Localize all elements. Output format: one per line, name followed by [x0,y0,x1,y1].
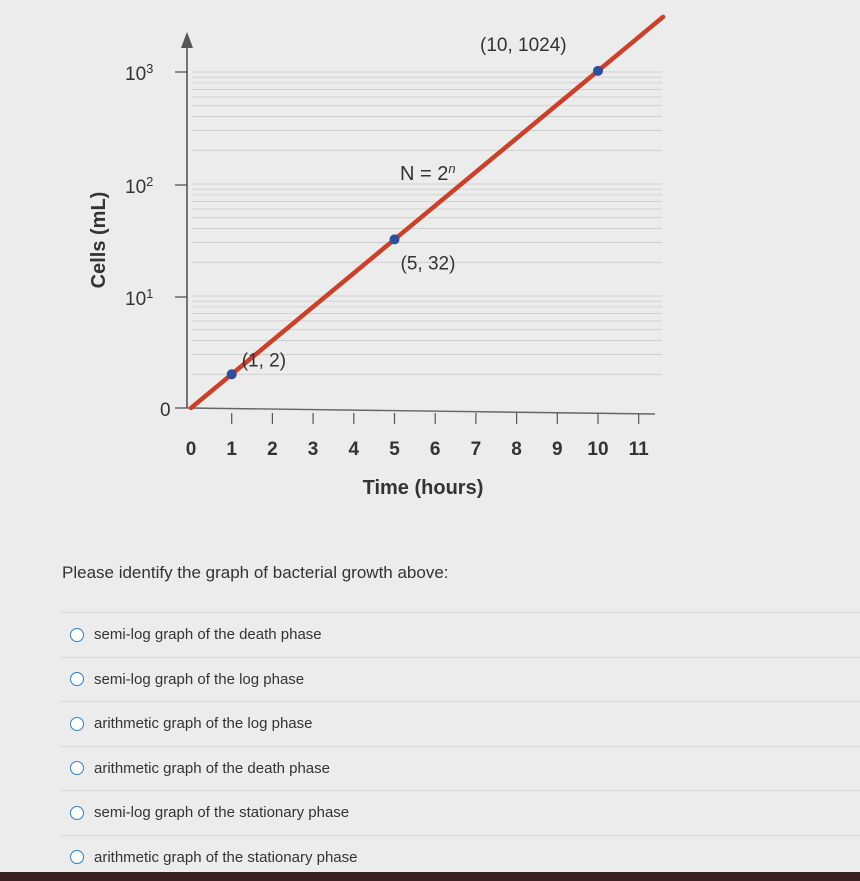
x-axis [187,408,655,414]
y-tick-label: 0 [160,400,171,421]
radio-button[interactable] [70,806,84,820]
y-axis-arrow [181,32,193,48]
x-tick-label: 11 [628,439,649,460]
option-label: arithmetic graph of the log phase [94,715,313,733]
x-axis-label: Time (hours) [362,477,484,499]
option-semi-log-death[interactable] [60,612,860,657]
option-semi-log-stationary[interactable] [60,790,860,835]
screen-bottom-edge [0,872,860,881]
data-point [390,234,400,244]
data-point [227,369,237,379]
x-tick-label: 6 [429,439,441,460]
option-label: semi-log graph of the log phase [94,670,305,688]
option-label: arithmetic graph of the death phase [94,759,330,777]
option-arithmetic-death[interactable] [60,746,860,791]
x-tick-label: 4 [348,439,360,460]
radio-button[interactable] [70,850,84,864]
x-tick-label: 3 [307,439,319,460]
x-tick-label: 0 [185,439,197,460]
option-label: semi-log graph of the death phase [94,626,322,644]
data-point-label: (1, 2) [241,350,287,372]
data-point-label: (5, 32) [400,253,456,275]
equation-label: $N = 2^n$ [400,160,456,185]
answer-options [60,612,860,879]
x-tick-label: 2 [267,439,278,460]
data-point [593,66,603,76]
option-label: arithmetic graph of the stationary phase [94,848,358,866]
x-tick-label: 7 [470,439,482,460]
x-tick-label: 5 [389,439,400,460]
radio-button[interactable] [70,628,84,642]
y-tick-label: $10^1$ [125,285,154,310]
x-tick-label: 9 [552,439,563,460]
radio-button[interactable] [70,672,84,686]
y-axis-label: Cells (mL) [88,191,110,289]
option-label: semi-log graph of the stationary phase [94,804,350,822]
data-point-label: (10, 1024) [480,34,567,56]
option-arithmetic-log[interactable] [60,701,860,746]
option-semi-log-log[interactable] [60,657,860,702]
radio-button[interactable] [70,717,84,731]
question-prompt: Please identify the graph of bacterial growth above: [62,563,449,582]
radio-button[interactable] [70,761,84,775]
x-tick-label: 10 [587,439,609,460]
x-tick-label: 1 [226,439,237,460]
x-tick-label: 8 [511,439,522,460]
y-tick-label: $10^2$ [125,173,154,198]
y-tick-label: $10^3$ [125,60,154,85]
